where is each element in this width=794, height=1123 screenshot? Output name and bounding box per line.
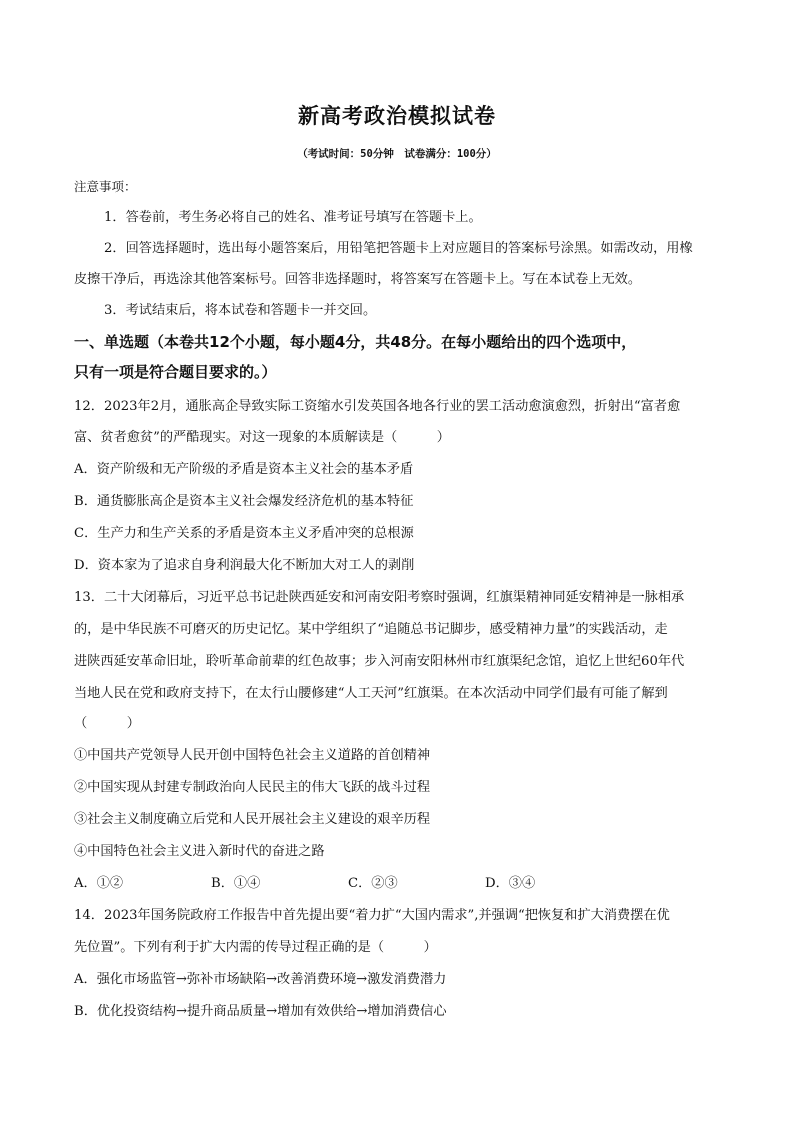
section-heading-line2: 只有一项是符合题目要求的。）: [74, 363, 277, 381]
q12-option-b: B．通货膨胀高企是资本主义社会爆发经济危机的基本特征: [74, 494, 414, 509]
q13-answer-blank: （ ）: [74, 716, 140, 731]
notice-item-2-cont: 皮擦干净后，再选涂其他答案标号。回答非选择题时，将答案写在答题卡上。写在本试卷上无效。: [74, 272, 642, 287]
q14-stem-line2: 先位置”。下列有利于扩大内需的传导过程正确的是（ ）: [74, 940, 437, 955]
q13-stem-line2: 的，是中华民族不可磨灭的历史记忆。某中学组织了“追随总书记脚步，感受精神力量”的实践活动，走: [74, 622, 668, 637]
notice-item-2: 2．回答选择题时，选出每小题答案后，用铅笔把答题卡上对应题目的答案标号涂黑。如需改动，用橡: [104, 241, 693, 256]
q14-stem-line1: 14．2023年国务院政府工作报告中首先提出要“着力扩“大国内需求”,并强调“把恢复和扩大消费摆在优: [74, 908, 670, 923]
q13-statement-1: ①中国共产党领导人民开创中国特色社会主义道路的首创精神: [74, 748, 431, 763]
q12-stem-line1: 12．2023年2月，通胀高企导致实际工资缩水引发英国各地各行业的罢工活动愈演愈烈，折射出“富者愈: [74, 399, 681, 414]
q13-stem-line4: 当地人民在党和政府支持下，在太行山腰修建“人工天河”红旗渠。在本次活动中同学们最有可能了解到: [74, 686, 668, 701]
q13-stem-line1: 13．二十大闭幕后，习近平总书记赴陕西延安和河南安阳考察时强调，红旗渠精神同延安精神是一脉相承: [74, 590, 685, 605]
q12-stem-line2: 富、贫者愈贫”的严酷现实。对这一现象的本质解读是（ ）: [74, 430, 450, 445]
q12-option-c: C．生产力和生产关系的矛盾是资本主义矛盾冲突的总根源: [74, 526, 414, 541]
notice-label: 注意事项：: [74, 179, 137, 194]
notice-item-3: 3．考试结束后，将本试卷和答题卡一并交回。: [104, 303, 377, 318]
q12-option-a: A．资产阶级和无产阶级的矛盾是资本主义社会的基本矛盾: [74, 462, 414, 477]
q13-statement-2: ②中国实现从封建专制政治向人民民主的伟大飞跃的战斗过程: [74, 780, 431, 795]
section-heading-line1: 一、单选题（本卷共12个小题，每小题4分，共48分。在每小题给出的四个选项中，: [74, 333, 637, 351]
q14-option-b: B．优化投资结构→提升商品质量→增加有效供给→增加消费信心: [74, 1004, 447, 1019]
q13-choice-b: B．①④: [211, 876, 261, 891]
exam-title: 新高考政治模拟试卷: [298, 104, 496, 128]
q12-option-d: D．资本家为了追求自身利润最大化不断加大对工人的剥削: [74, 558, 415, 573]
q13-choice-d: D．③④: [485, 876, 536, 891]
q13-choice-a: A．①②: [74, 876, 124, 891]
notice-item-1: 1．答卷前，考生务必将自己的姓名、准考证号填写在答题卡上。: [104, 210, 482, 225]
q14-option-a: A．强化市场监管→弥补市场缺陷→改善消费环境→激发消费潜力: [74, 972, 447, 987]
q13-choice-c: C．②③: [348, 876, 398, 891]
q13-statement-4: ④中国特色社会主义进入新时代的奋进之路: [74, 844, 325, 859]
exam-subtitle: （考试时间：50分钟 试卷满分：100分）: [297, 148, 497, 160]
q13-statement-3: ③社会主义制度确立后党和人民开展社会主义建设的艰辛历程: [74, 812, 431, 827]
q13-stem-line3: 进陕西延安革命旧址，聆听革命前辈的红色故事；步入河南安阳林州市红旗渠纪念馆，追忆上世纪60年代: [74, 654, 685, 669]
